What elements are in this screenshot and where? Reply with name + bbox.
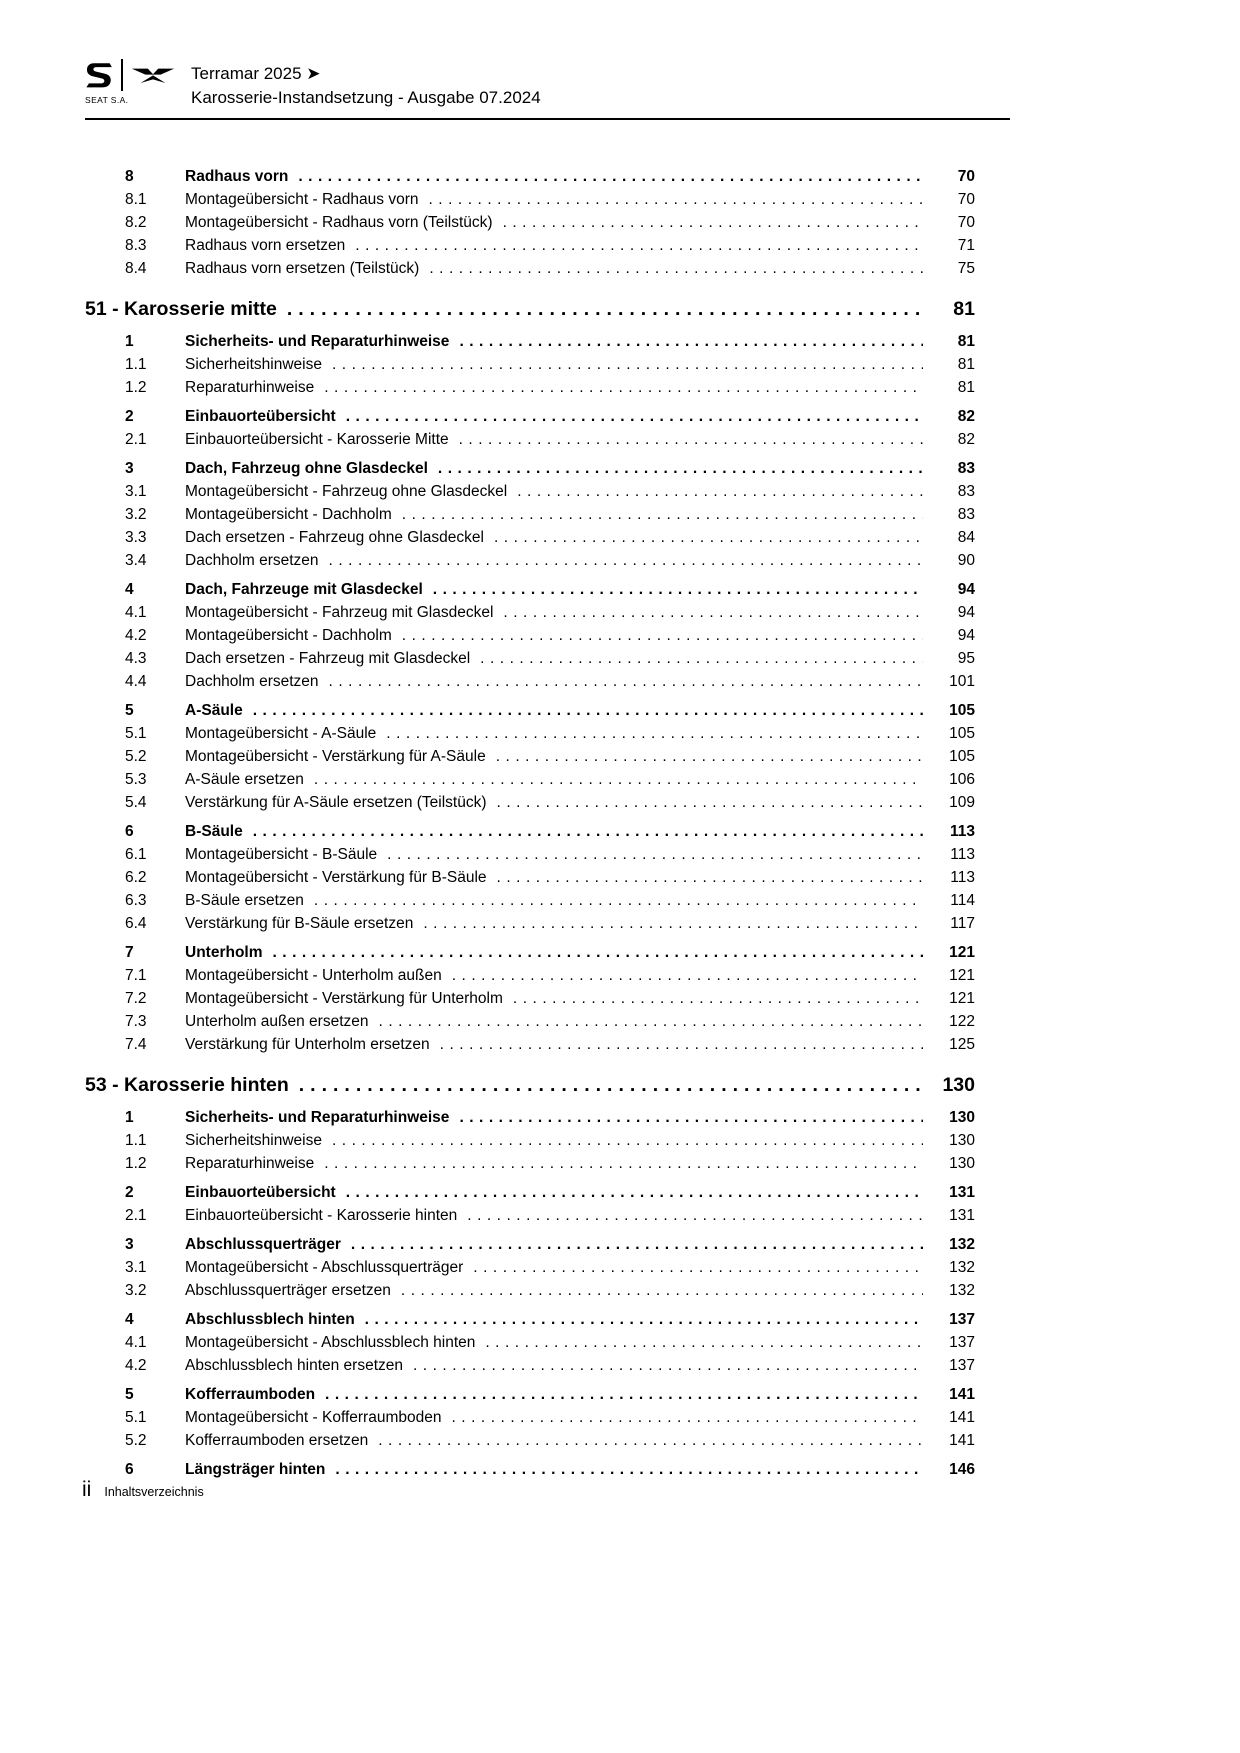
toc-entry-number: 4.3 [125, 650, 147, 667]
toc-entry-number: 6.4 [125, 915, 147, 932]
toc-entry-title: Einbauorteübersicht [185, 408, 336, 425]
toc-dot-leader [332, 353, 923, 376]
toc-dot-leader [459, 428, 923, 451]
toc-row [85, 405, 975, 428]
toc-entry-number: 2 [125, 1184, 134, 1201]
toc-dot-leader [253, 820, 923, 843]
logo-divider [121, 59, 123, 91]
toc-dot-leader [433, 578, 923, 601]
toc-entry-page: 141 [949, 1432, 975, 1449]
toc-dot-leader [314, 889, 923, 912]
toc-row [85, 745, 975, 768]
toc-dot-leader [459, 1106, 923, 1129]
toc-row [85, 526, 975, 549]
toc-dot-leader [379, 1010, 923, 1033]
toc-row [85, 503, 975, 526]
toc-entry-page: 131 [949, 1207, 975, 1224]
toc-entry-page: 101 [949, 673, 975, 690]
toc-dot-leader [378, 1429, 923, 1452]
toc-row [85, 257, 975, 280]
toc-dot-leader [329, 670, 923, 693]
toc-row [85, 428, 975, 451]
toc-entry-title: Sicherheitshinweise [185, 1132, 322, 1149]
toc-entry-number: 1.1 [125, 1132, 147, 1149]
toc-dot-leader [513, 987, 923, 1010]
toc-entry-number: 3.2 [125, 1282, 147, 1299]
toc-entry-page: 132 [949, 1282, 975, 1299]
toc-dot-leader [325, 1383, 923, 1406]
toc-row [85, 234, 975, 257]
toc-row [85, 1331, 975, 1354]
toc-row [85, 1458, 975, 1481]
toc-entry-title: Montageübersicht - A-Säule [185, 725, 377, 742]
toc-entry-page: 130 [942, 1074, 975, 1096]
toc-entry-number: 6.1 [125, 846, 147, 863]
toc-entry-title: B-Säule ersetzen [185, 892, 304, 909]
cupra-logo-icon [131, 64, 175, 86]
toc-dot-leader [440, 1033, 923, 1056]
toc-entry-page: 141 [949, 1386, 975, 1403]
toc-row [85, 353, 975, 376]
toc-row [85, 1033, 975, 1056]
toc-dot-leader [273, 941, 924, 964]
toc-row [85, 578, 975, 601]
toc-entry-page: 132 [949, 1259, 975, 1276]
toc-dot-leader [346, 1181, 923, 1204]
document-header [85, 58, 541, 110]
toc-row [85, 188, 975, 211]
toc-entry-title: Reparaturhinweise [185, 379, 315, 396]
toc-entry-number: 3.1 [125, 1259, 147, 1276]
toc-entry-page: 81 [957, 333, 975, 350]
toc-entry-page: 113 [949, 823, 975, 840]
toc-entry-page: 113 [950, 869, 975, 886]
toc-dot-leader [355, 234, 923, 257]
toc-entry-page: 83 [957, 506, 975, 523]
toc-entry-title: Einbauorteübersicht - Karosserie hinten [185, 1207, 458, 1224]
toc-entry-title: Montageübersicht - Dachholm [185, 506, 392, 523]
toc-entry-number: 6 [125, 823, 134, 840]
toc-row [85, 1354, 975, 1377]
toc-entry-title: Sicherheits- und Reparaturhinweise [185, 1109, 450, 1126]
toc-list [85, 159, 975, 1481]
toc-entry-title: Montageübersicht - Verstärkung für B-Säule [185, 869, 487, 886]
toc-row [85, 330, 975, 353]
toc-row [85, 1152, 975, 1175]
toc-entry-title: Verstärkung für Unterholm ersetzen [185, 1036, 430, 1053]
toc-dot-leader [401, 1279, 923, 1302]
toc-row [85, 211, 975, 234]
toc-dot-leader [517, 480, 923, 503]
toc-row [85, 601, 975, 624]
toc-row [85, 1106, 975, 1129]
toc-row [85, 1308, 975, 1331]
toc-entry-number: 3.2 [125, 506, 147, 523]
toc-entry-page: 105 [949, 702, 975, 719]
toc-entry-page: 130 [949, 1155, 975, 1172]
toc-entry-page: 121 [949, 990, 975, 1007]
toc-dot-leader [287, 295, 923, 324]
toc-entry-title: Sicherheitshinweise [185, 356, 322, 373]
toc-entry-page: 82 [957, 408, 975, 425]
toc-row [85, 941, 975, 964]
toc-row [85, 1233, 975, 1256]
toc-entry-number: 3.4 [125, 552, 147, 569]
toc-chapter-row [85, 295, 975, 324]
footer-page-number: ii [82, 1478, 92, 1501]
toc-entry-number: 5 [125, 702, 134, 719]
toc-entry-page: 125 [949, 1036, 975, 1053]
toc-entry-number: 5.2 [125, 1432, 147, 1449]
toc-entry-number: 1.2 [125, 1155, 147, 1172]
toc-dot-leader [298, 165, 923, 188]
toc-dot-leader [314, 768, 923, 791]
toc-entry-number: 3.3 [125, 529, 147, 546]
toc-dot-leader [329, 549, 923, 572]
toc-entry-page: 137 [949, 1311, 975, 1328]
toc-row [85, 987, 975, 1010]
toc-entry-page: 109 [949, 794, 975, 811]
toc-entry-number: 3 [125, 460, 134, 477]
toc-entry-page: 81 [957, 379, 975, 396]
toc-entry-page: 121 [949, 944, 975, 961]
toc-entry-page: 122 [949, 1013, 975, 1030]
toc-dot-leader [452, 964, 923, 987]
toc-entry-title: Montageübersicht - Verstärkung für Unterholm [185, 990, 503, 1007]
toc-entry-title: Längsträger hinten [185, 1461, 326, 1478]
toc-dot-leader [335, 1458, 923, 1481]
toc-entry-number: 4 [125, 581, 134, 598]
toc-row [85, 699, 975, 722]
toc-entry-page: 82 [957, 431, 975, 448]
toc-entry-page: 81 [953, 298, 975, 320]
toc-entry-number: 7 [125, 944, 134, 961]
toc-entry-title: Dachholm ersetzen [185, 673, 319, 690]
toc-entry-number: 4.2 [125, 627, 147, 644]
toc-dot-leader [459, 330, 923, 353]
toc-entry-number: 3 [125, 1236, 134, 1253]
toc-dot-leader [324, 1152, 923, 1175]
toc-entry-title: Dach, Fahrzeug ohne Glasdeckel [185, 460, 428, 477]
toc-entry-title: Dachholm ersetzen [185, 552, 319, 569]
toc-dot-leader [496, 745, 923, 768]
toc-entry-number: 8.1 [125, 191, 147, 208]
toc-chapter-row [85, 1071, 975, 1100]
toc-dot-leader [503, 211, 923, 234]
logo-row [85, 58, 175, 92]
toc-entry-page: 70 [957, 214, 975, 231]
toc-row [85, 843, 975, 866]
toc-entry-number: 2.1 [125, 1207, 147, 1224]
toc-entry-title: A-Säule ersetzen [185, 771, 304, 788]
toc-row [85, 889, 975, 912]
toc-entry-page: 105 [949, 748, 975, 765]
toc-dot-leader [253, 699, 923, 722]
toc-entry-number: 3.1 [125, 483, 147, 500]
toc-row [85, 722, 975, 745]
toc-row [85, 1010, 975, 1033]
toc-row [85, 791, 975, 814]
toc-entry-number: 4.2 [125, 1357, 147, 1374]
toc-entry-page: 75 [957, 260, 975, 277]
document-footer [82, 1478, 204, 1502]
toc-dot-leader [494, 526, 923, 549]
toc-entry-number: 7.2 [125, 990, 147, 1007]
footer-label: Inhaltsverzeichnis [104, 1485, 204, 1499]
toc-row [85, 1429, 975, 1452]
toc-entry-title: Abschlussquerträger [185, 1236, 341, 1253]
toc-entry-page: 117 [950, 915, 975, 932]
toc-entry-title: Unterholm außen ersetzen [185, 1013, 369, 1030]
toc-entry-page: 94 [957, 581, 975, 598]
toc-dot-leader [387, 843, 923, 866]
toc-dot-leader [324, 376, 923, 399]
toc-dot-leader [402, 624, 923, 647]
header-rule [85, 118, 1010, 120]
seat-logo-icon [85, 60, 113, 90]
toc-row [85, 1406, 975, 1429]
toc-entry-number: 8 [125, 168, 134, 185]
toc-entry-title: Unterholm [185, 944, 263, 961]
toc-entry-title: Montageübersicht - Radhaus vorn (Teilstück) [185, 214, 493, 231]
toc-dot-leader [485, 1331, 923, 1354]
toc-entry-title: Verstärkung für B-Säule ersetzen [185, 915, 414, 932]
toc-dot-leader [467, 1204, 923, 1227]
brand-caption: SEAT S.A. [85, 95, 129, 105]
toc-entry-page: 84 [957, 529, 975, 546]
toc-dot-leader [429, 257, 923, 280]
toc-entry-title: Einbauorteübersicht - Karosserie Mitte [185, 431, 449, 448]
toc-entry-number: 2 [125, 408, 134, 425]
toc-dot-leader [351, 1233, 923, 1256]
toc-entry-number: 5.4 [125, 794, 147, 811]
toc-entry-title: Radhaus vorn ersetzen [185, 237, 346, 254]
toc-dot-leader [480, 647, 923, 670]
toc-entry-page: 105 [949, 725, 975, 742]
toc-entry-page: 94 [957, 627, 975, 644]
toc-dot-leader [346, 405, 923, 428]
toc-entry-title: Montageübersicht - Kofferraumboden [185, 1409, 442, 1426]
toc-entry-number: 5.3 [125, 771, 147, 788]
toc-entry-page: 95 [957, 650, 975, 667]
model-title: Terramar 2025 ➤ [191, 64, 321, 83]
toc-entry-number: 4.4 [125, 673, 147, 690]
toc-entry-page: 131 [949, 1184, 975, 1201]
toc-row [85, 1383, 975, 1406]
toc-entry-number: 5.1 [125, 1409, 147, 1426]
toc-entry-title: Radhaus vorn ersetzen (Teilstück) [185, 260, 420, 277]
toc-entry-page: 113 [950, 846, 975, 863]
toc-entry-page: 130 [949, 1132, 975, 1149]
toc-entry-number: 5.1 [125, 725, 147, 742]
toc-entry-title: Montageübersicht - Fahrzeug mit Glasdeckel [185, 604, 494, 621]
toc-row [85, 866, 975, 889]
toc-entry-title: Reparaturhinweise [185, 1155, 315, 1172]
toc-entry-number: 5.2 [125, 748, 147, 765]
toc-entry-page: 121 [949, 967, 975, 984]
toc-entry-title: Montageübersicht - Abschlussquerträger [185, 1259, 464, 1276]
toc-row [85, 549, 975, 572]
toc-entry-page: 114 [950, 892, 975, 909]
toc-row [85, 457, 975, 480]
toc-entry-number: 8.4 [125, 260, 147, 277]
toc-dot-leader [497, 866, 923, 889]
toc-entry-title: Montageübersicht - Fahrzeug ohne Glasdeckel [185, 483, 508, 500]
toc-row [85, 964, 975, 987]
toc-entry-title: Einbauorteübersicht [185, 1184, 336, 1201]
header-titles [191, 58, 541, 110]
toc-entry-number: 8.2 [125, 214, 147, 231]
toc-entry-number: 1 [125, 333, 134, 350]
toc-entry-number: 4.1 [125, 604, 147, 621]
toc-entry-title: Montageübersicht - Radhaus vorn [185, 191, 419, 208]
toc-entry-number: 6 [125, 1461, 134, 1478]
toc-entry-title: Dach ersetzen - Fahrzeug ohne Glasdeckel [185, 529, 484, 546]
toc-dot-leader [402, 503, 923, 526]
toc-entry-page: 90 [957, 552, 975, 569]
toc-entry-title: A-Säule [185, 702, 243, 719]
toc-row [85, 912, 975, 935]
toc-dot-leader [386, 722, 923, 745]
toc-entry-title: Kofferraumboden [185, 1386, 316, 1403]
toc-entry-title: 53 - Karosserie hinten [85, 1074, 289, 1096]
toc-dot-leader [503, 601, 923, 624]
toc-entry-number: 1.1 [125, 356, 147, 373]
toc-entry-number: 6.2 [125, 869, 147, 886]
toc-entry-number: 7.1 [125, 967, 147, 984]
toc-dot-leader [365, 1308, 923, 1331]
toc-entry-title: 51 - Karosserie mitte [85, 298, 277, 320]
toc-entry-number: 5 [125, 1386, 134, 1403]
toc-entry-title: Abschlussblech hinten [185, 1311, 355, 1328]
toc-entry-number: 2.1 [125, 431, 147, 448]
toc-entry-page: 130 [949, 1109, 975, 1126]
toc-row [85, 768, 975, 791]
toc-entry-page: 81 [957, 356, 975, 373]
toc-row [85, 670, 975, 693]
toc-entry-title: B-Säule [185, 823, 243, 840]
toc-row [85, 624, 975, 647]
toc-row [85, 376, 975, 399]
toc-entry-number: 6.3 [125, 892, 147, 909]
toc-entry-page: 83 [957, 483, 975, 500]
toc-dot-leader [438, 457, 923, 480]
toc-entry-number: 7.3 [125, 1013, 147, 1030]
toc-entry-title: Montageübersicht - Abschlussblech hinten [185, 1334, 476, 1351]
toc-entry-title: Sicherheits- und Reparaturhinweise [185, 333, 450, 350]
toc-entry-page: 83 [957, 460, 975, 477]
toc-row [85, 1181, 975, 1204]
toc-entry-title: Abschlussquerträger ersetzen [185, 1282, 391, 1299]
toc-entry-number: 7.4 [125, 1036, 147, 1053]
toc-entry-number: 4.1 [125, 1334, 147, 1351]
toc-dot-leader [429, 188, 924, 211]
toc-entry-title: Montageübersicht - B-Säule [185, 846, 378, 863]
toc-entry-title: Radhaus vorn [185, 168, 289, 185]
toc-entry-page: 137 [949, 1357, 975, 1374]
toc-row [85, 1204, 975, 1227]
toc-entry-page: 94 [957, 604, 975, 621]
brand-block [85, 58, 175, 105]
toc-dot-leader [423, 912, 923, 935]
toc-dot-leader [413, 1354, 923, 1377]
toc-entry-number: 4 [125, 1311, 134, 1328]
toc-entry-title: Verstärkung für A-Säule ersetzen (Teilstück) [185, 794, 487, 811]
toc-entry-title: Dach, Fahrzeuge mit Glasdeckel [185, 581, 423, 598]
toc-entry-number: 1 [125, 1109, 134, 1126]
toc-entry-title: Kofferraumboden ersetzen [185, 1432, 369, 1449]
toc-row [85, 165, 975, 188]
toc-row [85, 820, 975, 843]
toc-entry-title: Montageübersicht - Unterholm außen [185, 967, 442, 984]
toc-entry-page: 137 [949, 1334, 975, 1351]
toc-entry-title: Dach ersetzen - Fahrzeug mit Glasdeckel [185, 650, 471, 667]
toc-dot-leader [332, 1129, 923, 1152]
toc-entry-page: 71 [957, 237, 975, 254]
toc-dot-leader [473, 1256, 923, 1279]
toc-row [85, 480, 975, 503]
toc-entry-number: 1.2 [125, 379, 147, 396]
toc-row [85, 647, 975, 670]
toc-dot-leader [497, 791, 923, 814]
toc-entry-title: Abschlussblech hinten ersetzen [185, 1357, 403, 1374]
toc-entry-number: 8.3 [125, 237, 147, 254]
toc-row [85, 1279, 975, 1302]
toc-entry-page: 132 [949, 1236, 975, 1253]
toc-dot-leader [451, 1406, 923, 1429]
toc-entry-title: Montageübersicht - Dachholm [185, 627, 392, 644]
toc-entry-page: 70 [957, 191, 975, 208]
toc-dot-leader [299, 1071, 923, 1100]
toc-row [85, 1256, 975, 1279]
toc-entry-page: 106 [949, 771, 975, 788]
toc-entry-page: 141 [949, 1409, 975, 1426]
toc-entry-title: Montageübersicht - Verstärkung für A-Säule [185, 748, 486, 765]
toc-entry-page: 146 [949, 1461, 975, 1478]
doc-title: Karosserie-Instandsetzung - Ausgabe 07.2024 [191, 88, 541, 107]
toc-entry-page: 70 [957, 168, 975, 185]
toc-row [85, 1129, 975, 1152]
